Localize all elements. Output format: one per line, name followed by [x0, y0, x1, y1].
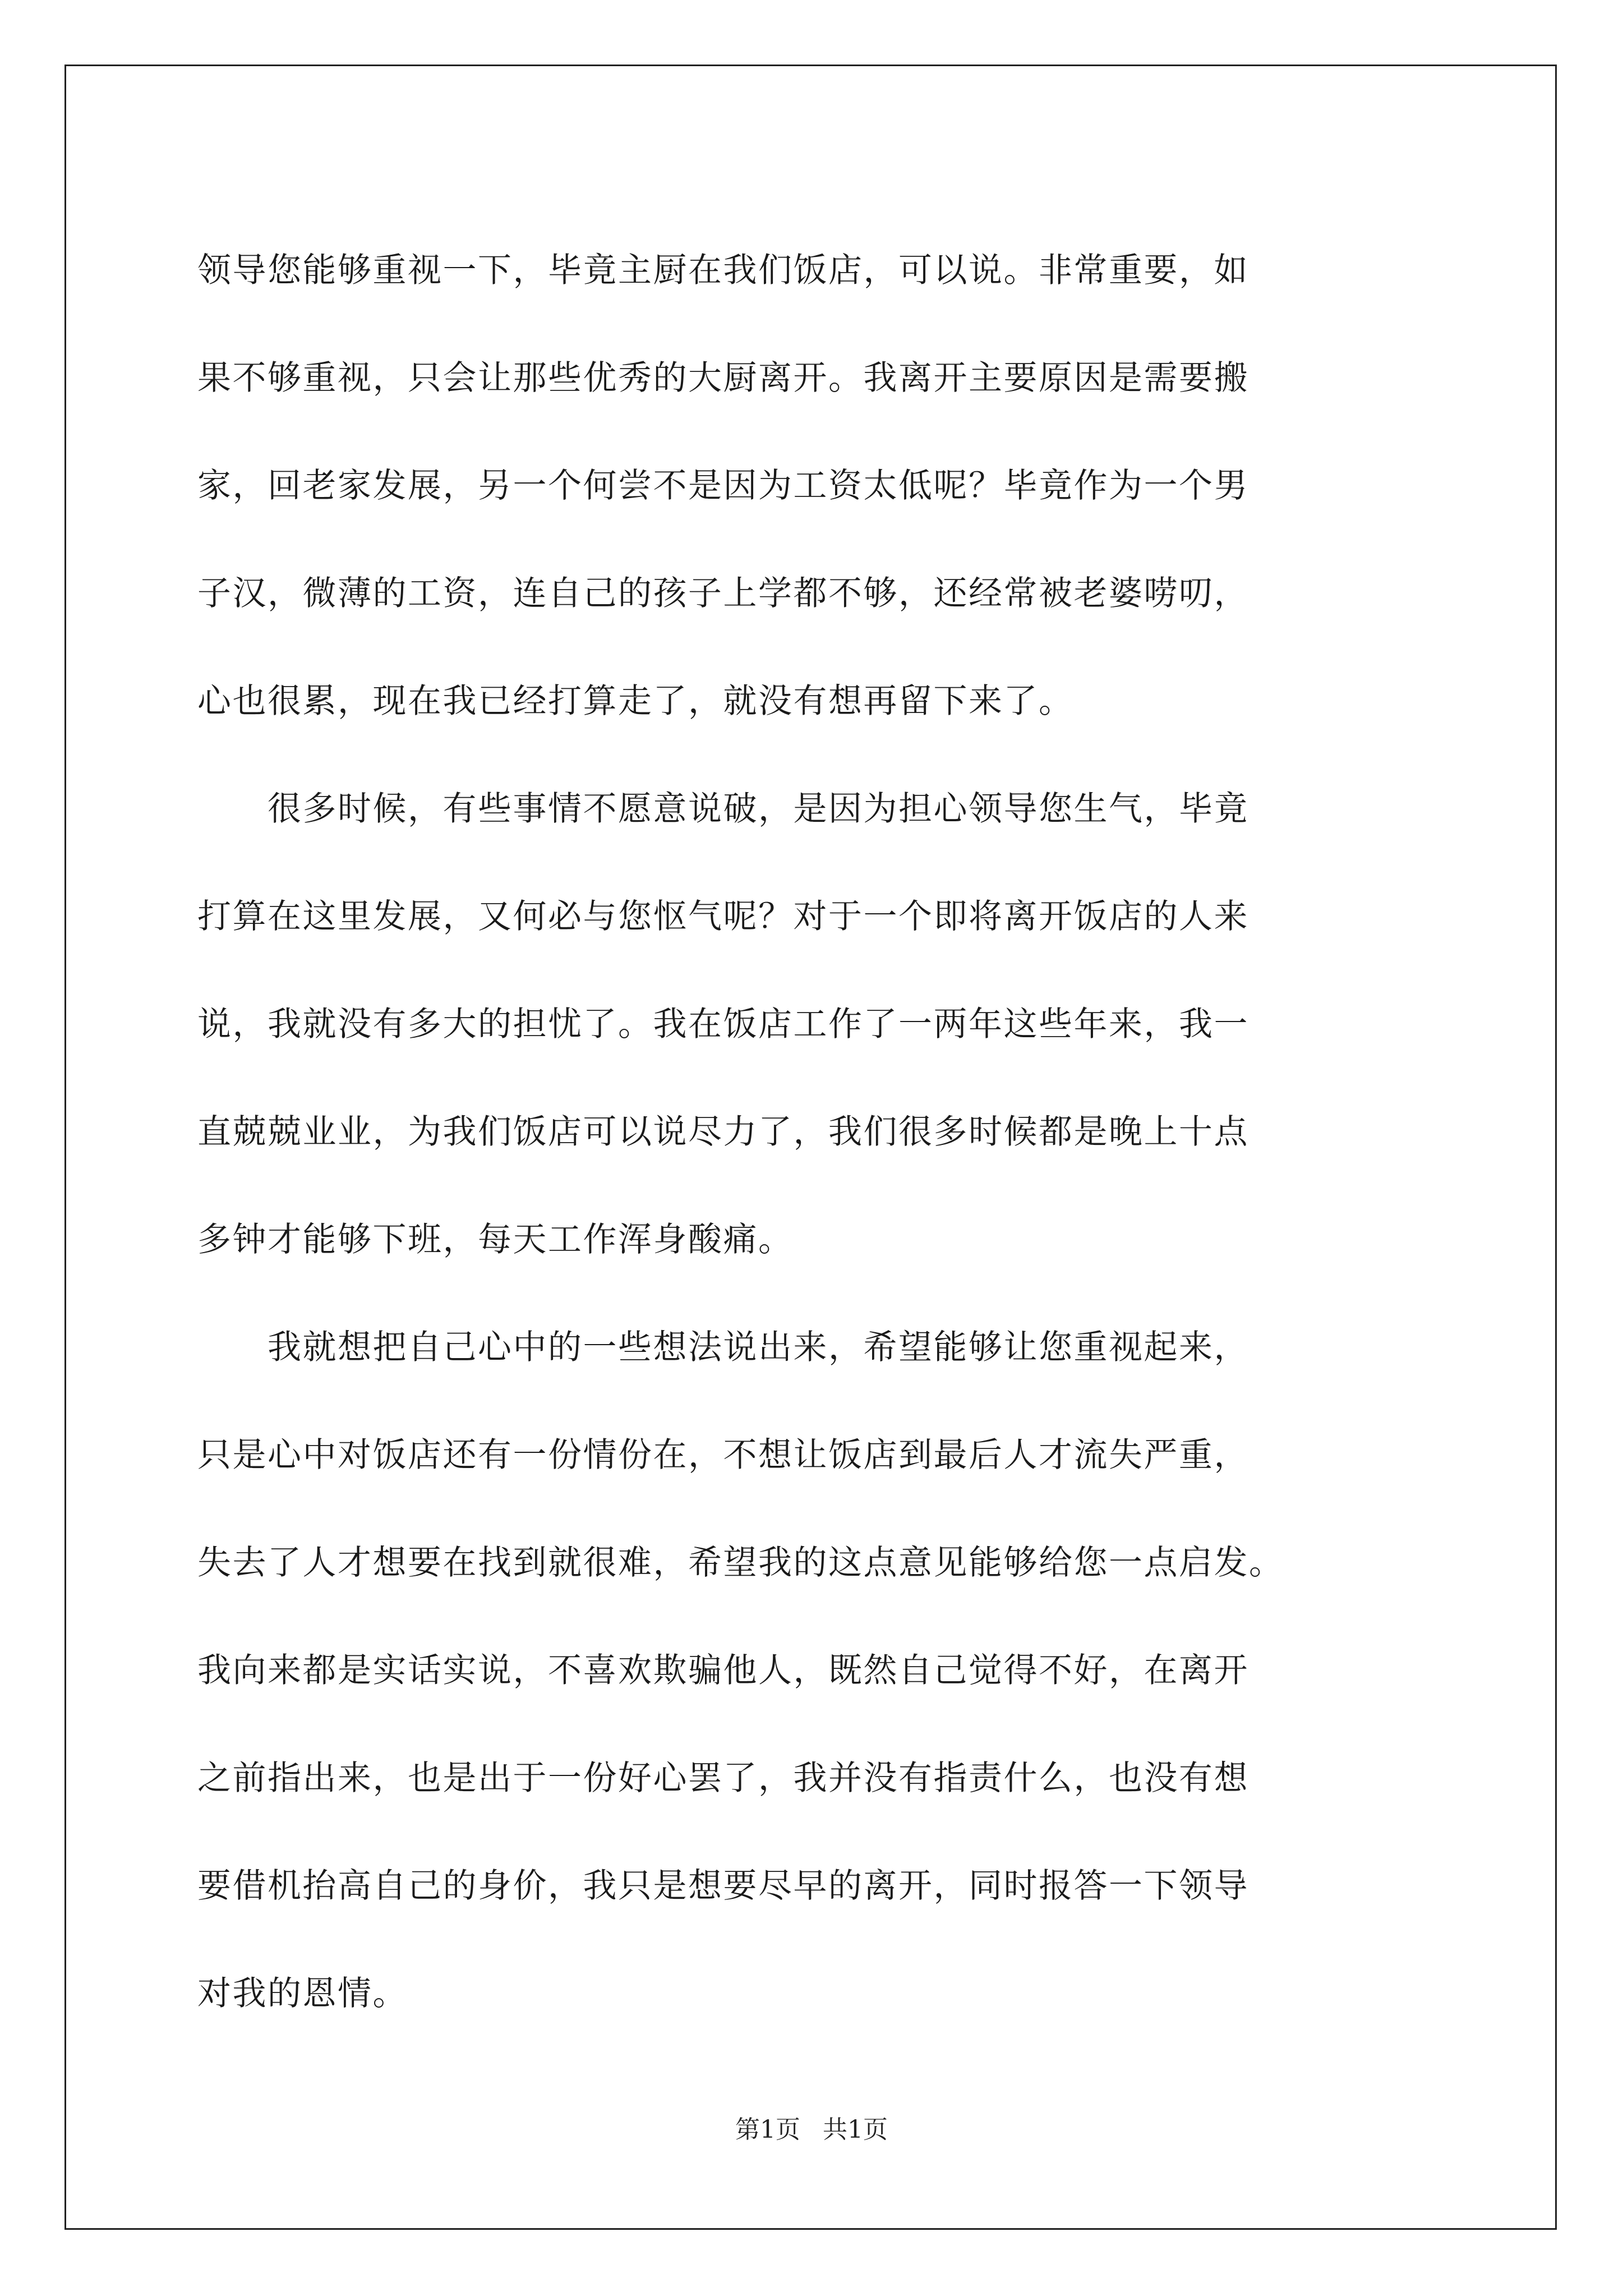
text-line: 说，我就没有多大的担忧了。我在饭店工作了一两年这些年来，我一: [197, 1005, 1249, 1044]
text-line: 对我的恩情。: [197, 1974, 408, 2013]
text-line: 我向来都是实话实说，不喜欢欺骗他人，既然自己觉得不好，在离开: [197, 1651, 1249, 1690]
text-line: 失去了人才想要在找到就很难，希望我的这点意见能够给您一点启发。: [197, 1543, 1284, 1582]
paragraph: [197, 755, 1437, 1294]
text-line: 家，回老家发展，另一个何尝不是因为工资太低呢？毕竟作为一个男: [197, 466, 1249, 505]
text-line: 领导您能够重视一下，毕竟主厨在我们饭店，可以说。非常重要，如: [197, 251, 1249, 290]
paragraph: [197, 1294, 1437, 2047]
text-line: 子汉，微薄的工资，连自己的孩子上学都不够，还经常被老婆唠叨，: [197, 574, 1249, 613]
page-total: 共1页: [823, 2115, 888, 2144]
page-number: 第1页: [735, 2115, 800, 2144]
text-line: 打算在这里发展，又何必与您怄气呢？对于一个即将离开饭店的人来: [197, 897, 1249, 936]
text-line: 很多时候，有些事情不愿意说破，是因为担心领导您生气，毕竟: [197, 789, 1249, 829]
text-line: 之前指出来，也是出于一份好心罢了，我并没有指责什么，也没有想: [197, 1759, 1249, 1798]
text-line: 只是心中对饭店还有一份情份在，不想让饭店到最后人才流失严重，: [197, 1435, 1249, 1475]
text-line: 多钟才能够下班，每天工作浑身酸痛。: [197, 1220, 794, 1259]
text-line: 果不够重视，只会让那些优秀的大厨离开。我离开主要原因是需要搬: [197, 358, 1249, 398]
document-body: [197, 217, 1437, 2047]
page-footer: [0, 2109, 1623, 2145]
paragraph: [197, 217, 1437, 755]
text-line: 我就想把自己心中的一些想法说出来，希望能够让您重视起来，: [197, 1328, 1249, 1367]
text-line: 心也很累，现在我已经打算走了，就没有想再留下来了。: [197, 682, 1074, 721]
text-line: 直兢兢业业，为我们饭店可以说尽力了，我们很多时候都是晚上十点: [197, 1112, 1249, 1152]
text-line: 要借机抬高自己的身价，我只是想要尽早的离开，同时报答一下领导: [197, 1866, 1249, 1906]
